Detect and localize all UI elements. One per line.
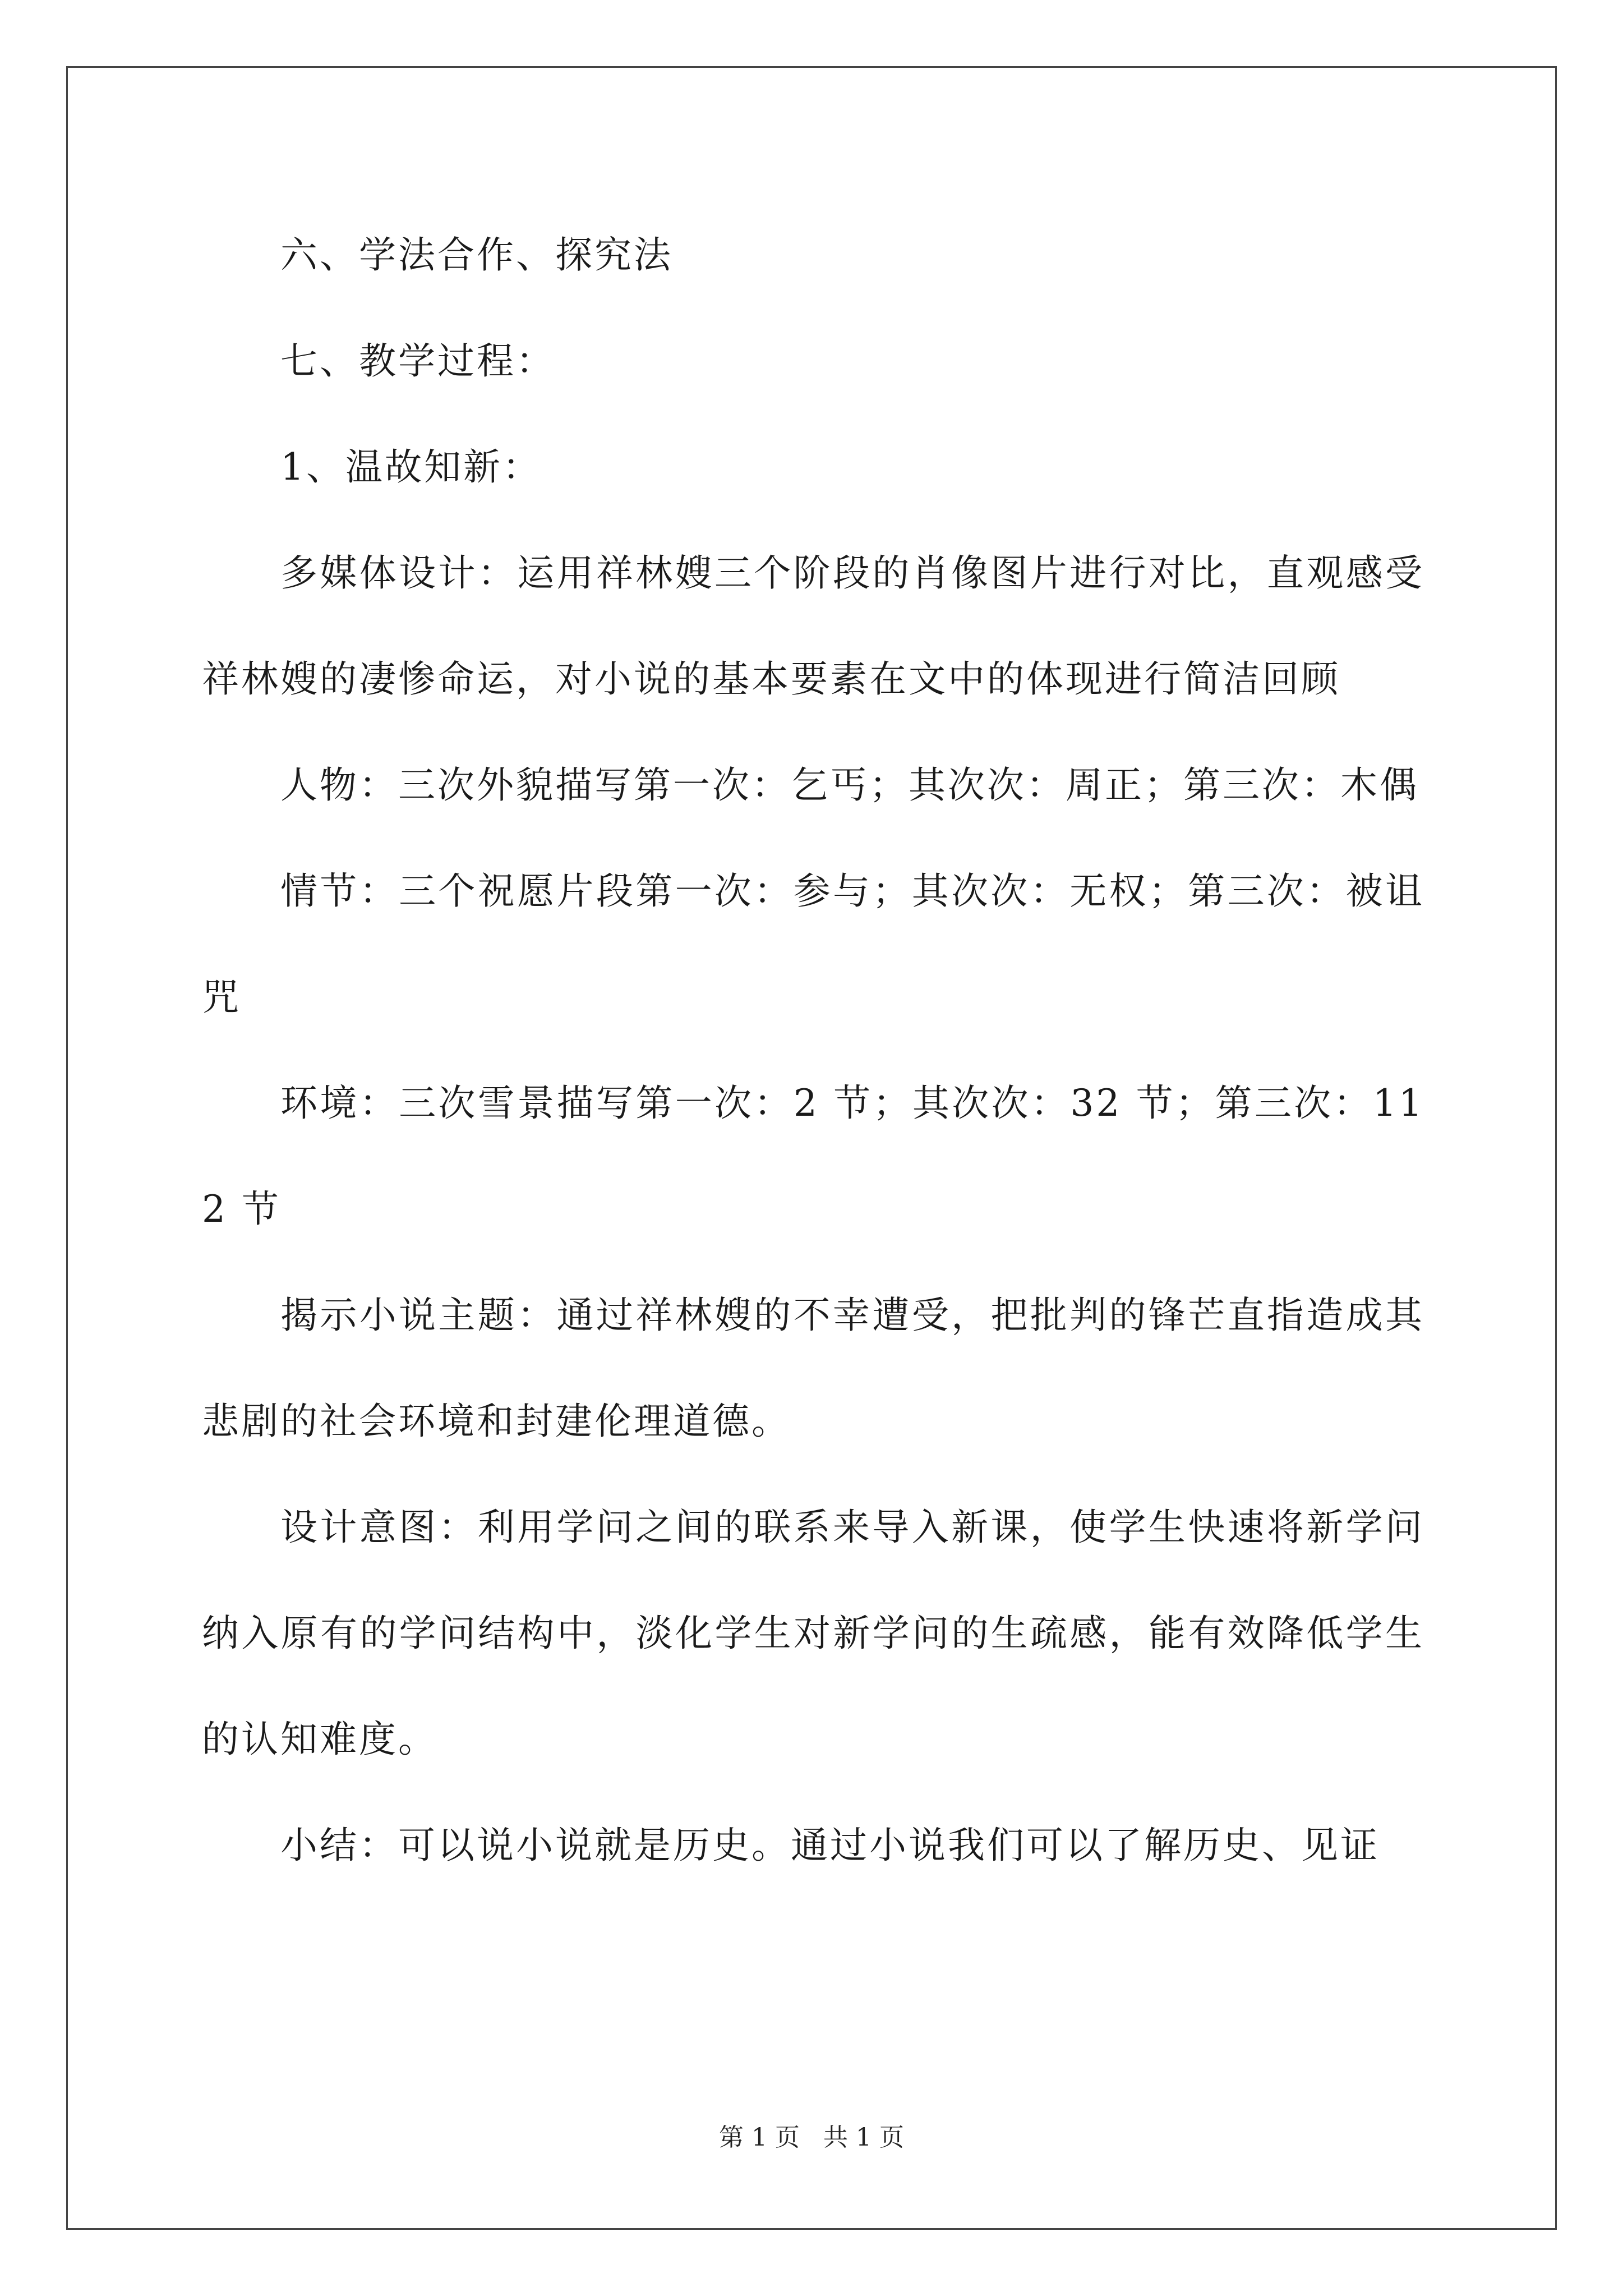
paragraph-review: 1、温故知新：	[280, 445, 542, 489]
paragraph-theme: 揭示小说主题：通过祥林嫂的不幸遭受，把批判的锋芒直指造成其悲剧的社会环境和封建伦理道德。	[202, 1294, 1424, 1443]
paragraph-study-method: 六、学法合作、探究法	[280, 233, 673, 277]
page-footer: 第 1 页 共 1 页	[719, 2123, 904, 2152]
paragraph-multimedia-design: 多媒体设计：运用祥林嫂三个阶段的肖像图片进行对比，直观感受祥林嫂的凄惨命运，对小说的基本要素在文中的体现进行简洁回顾	[202, 551, 1424, 701]
paragraph-teaching-process: 七、教学过程：	[280, 339, 555, 383]
paragraph-design-intent: 设计意图：利用学问之间的联系来导入新课，使学生快速将新学问纳入原有的学问结构中，淡化学生对新学问的生疏感，能有效降低学生的认知难度。	[202, 1506, 1424, 1761]
paragraph-summary: 小结：可以说小说就是历史。通过小说我们可以了解历史、见证	[280, 1824, 1380, 1867]
document-body	[202, 202, 1424, 1898]
paragraph-setting: 环境：三次雪景描写第一次：2 节；其次次：32 节；第三次：112 节	[202, 1082, 1424, 1231]
paragraph-plot: 情节：三个祝愿片段第一次：参与；其次次：无权；第三次：被诅咒	[202, 869, 1424, 1019]
paragraph-characters: 人物：三次外貌描写第一次：乞丐；其次次：周正；第三次：木偶	[280, 763, 1419, 807]
